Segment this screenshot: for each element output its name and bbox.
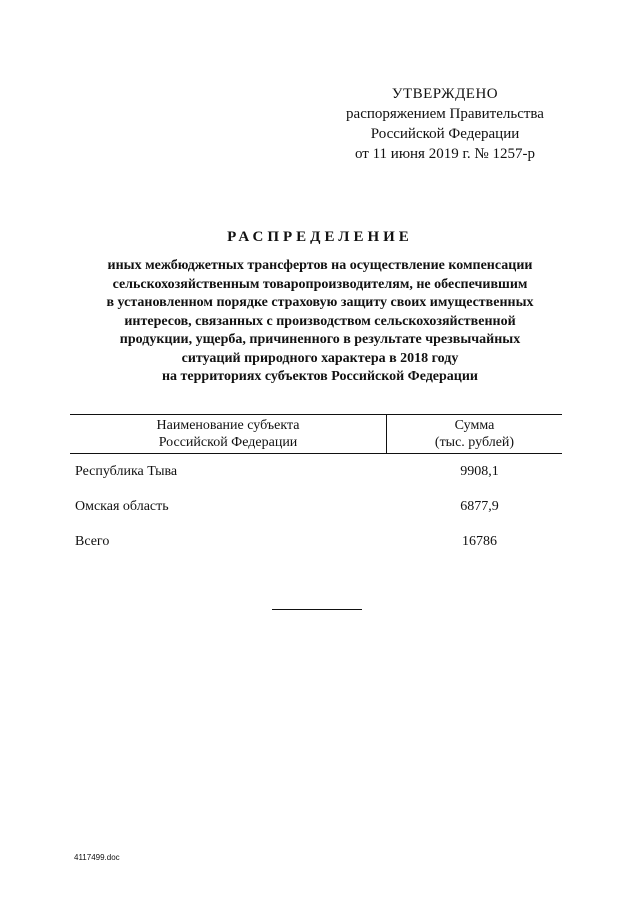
table-header — [70, 414, 562, 454]
approval-stamp: УТВЕРЖДЕНО — [391, 86, 499, 102]
table-row-total — [70, 534, 562, 569]
subtitle-line: иных межбюджетных трансфертов на осуществление компенсации — [107, 258, 533, 273]
subtitle-line: продукции, ущерба, причиненного в результате чрезвычайных — [119, 332, 521, 347]
row-amount: 9908,1 — [460, 464, 499, 479]
end-divider — [272, 609, 362, 610]
header-amount-line: Сумма — [454, 418, 495, 433]
row-subject: Республика Тыва — [75, 464, 178, 479]
row-amount: 6877,9 — [460, 499, 499, 514]
subtitle-line: на территориях субъектов Российской Федерации — [161, 369, 479, 384]
row-subject: Омская область — [75, 499, 169, 514]
header-subject-line: Российской Федерации — [158, 435, 298, 450]
approval-block — [330, 84, 560, 164]
approval-line-3: от 11 июня 2019 г. № 1257-р — [355, 146, 535, 162]
header-subject — [70, 415, 387, 453]
row-amount: 16786 — [462, 534, 497, 549]
header-amount-line: (тыс. рублей) — [434, 435, 515, 450]
table-row — [70, 464, 562, 499]
document-file-code: 4117499.doc — [74, 853, 120, 862]
subtitle-line: сельскохозяйственным товаропроизводителям, не обеспечившим — [112, 276, 528, 292]
table-row — [70, 499, 562, 534]
subtitle-line: в установленном порядке страховую защиту своих имущественных — [106, 295, 534, 310]
subtitle-line: ситуаций природного характера в 2018 году — [181, 350, 459, 366]
table-body — [70, 464, 562, 569]
distribution-table — [70, 414, 562, 549]
header-amount — [387, 415, 562, 453]
row-subject: Всего — [75, 534, 110, 549]
subtitle-line: интересов, связанных с производством сельскохозяйственной — [124, 313, 516, 329]
approval-line-1: распоряжением Правительства — [346, 106, 544, 122]
header-subject-line: Наименование субъекта — [156, 418, 300, 433]
approval-line-2: Российской Федерации — [370, 126, 520, 142]
document-title: РАСПРЕДЕЛЕНИЕ — [227, 229, 413, 245]
document-subtitle — [70, 257, 570, 387]
